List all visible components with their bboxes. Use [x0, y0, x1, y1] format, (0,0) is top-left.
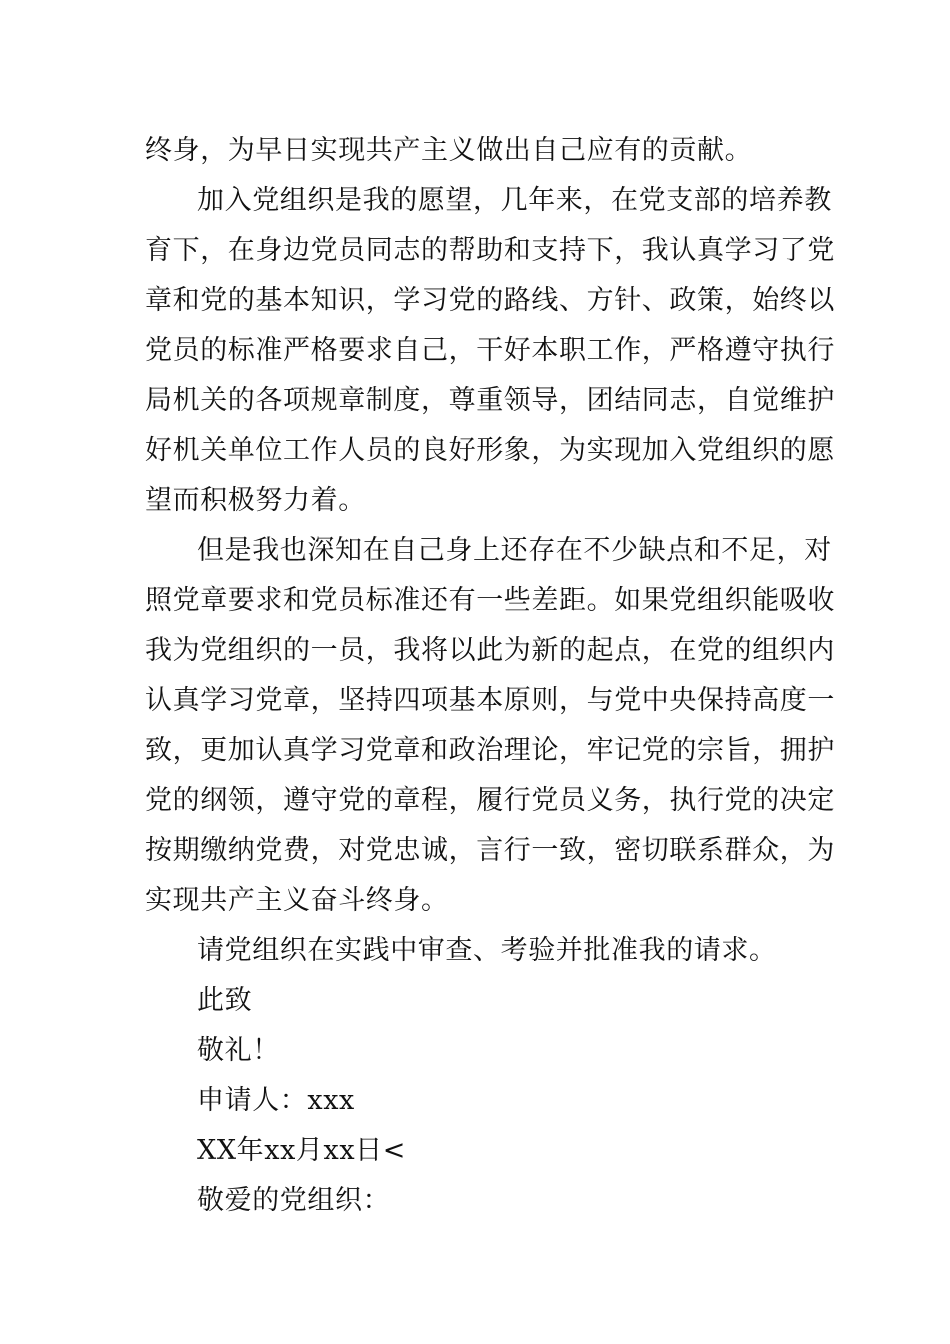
salutation-line: 敬礼！ [197, 1035, 280, 1066]
text-line: 实现共产主义奋斗终身。 [145, 885, 449, 916]
text-line: 党员的标准严格要求自己，干好本职工作，严格遵守执行 [145, 335, 835, 366]
date-line: XX年xx月xx日< [197, 1135, 406, 1166]
text-line: 终身，为早日实现共产主义做出自己应有的贡献。 [145, 135, 753, 166]
text-line: 但是我也深知在自己身上还存在不少缺点和不足，对 [197, 535, 832, 566]
text-line: 育下，在身边党员同志的帮助和支持下，我认真学习了党 [145, 235, 835, 266]
text-line: 好机关单位工作人员的良好形象，为实现加入党组织的愿 [145, 435, 835, 466]
text-line: 我为党组织的一员，我将以此为新的起点，在党的组织内 [145, 635, 835, 666]
text-line: 章和党的基本知识，学习党的路线、方针、政策，始终以 [145, 285, 835, 316]
text-line: 加入党组织是我的愿望，几年来，在党支部的培养教 [197, 185, 832, 216]
text-line: 认真学习党章，坚持四项基本原则，与党中央保持高度一 [145, 685, 835, 716]
text-line: 局机关的各项规章制度，尊重领导，团结同志，自觉维护 [145, 385, 835, 416]
text-line: 望而积极努力着。 [145, 485, 366, 516]
text-line: 照党章要求和党员标准还有一些差距。如果党组织能吸收 [145, 585, 835, 616]
greeting-line: 敬爱的党组织： [197, 1185, 391, 1216]
text-line: 党的纲领，遵守党的章程，履行党员义务，执行党的决定 [145, 785, 835, 816]
text-line: 请党组织在实践中审查、考验并批准我的请求。 [197, 935, 777, 966]
closing-line: 此致 [197, 985, 253, 1016]
text-line: 致，更加认真学习党章和政治理论，牢记党的宗旨，拥护 [145, 735, 835, 766]
applicant-line: 申请人：xxx [197, 1085, 355, 1116]
text-line: 按期缴纳党费，对党忠诚，言行一致，密切联系群众，为 [145, 835, 835, 866]
